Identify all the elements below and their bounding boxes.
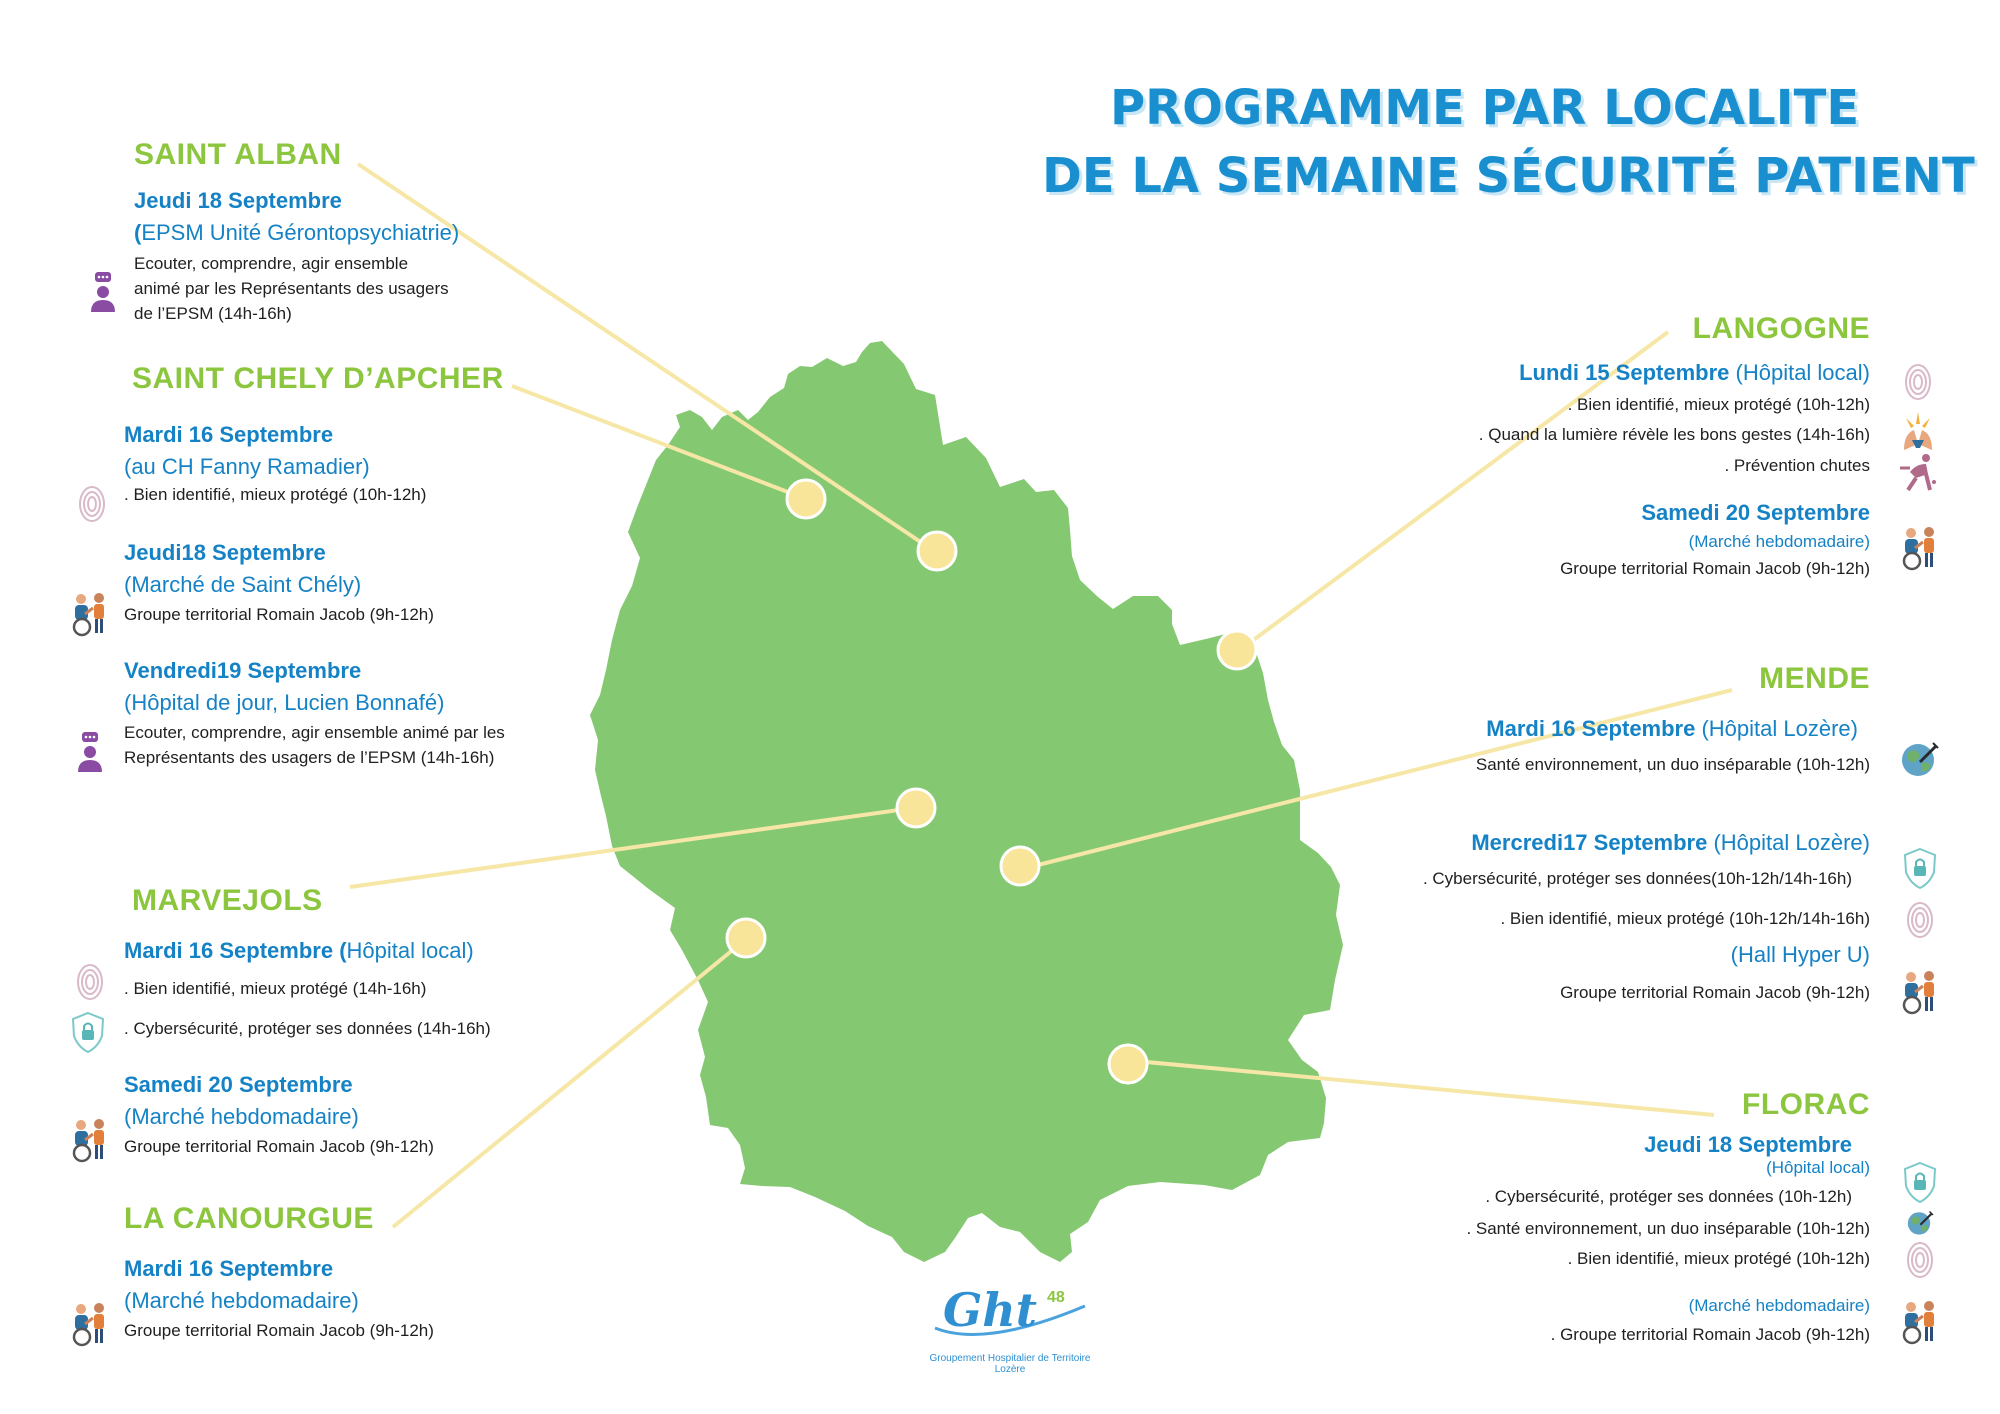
event-place: (EPSM Unité Gérontopsychiatrie) — [134, 220, 460, 245]
town-marvejols: MARVEJOLS — [132, 884, 323, 917]
logo-line-1: Groupement Hospitalier de Territoire — [929, 1353, 1091, 1364]
earth-syringe-icon — [1908, 1212, 1933, 1235]
event-place: (Marché hebdomadaire) — [1688, 532, 1870, 551]
security-shield-icon — [1905, 849, 1935, 888]
event-text: Santé environnement, un duo inséparable (10h-12h) — [1475, 755, 1870, 774]
event-place: (Marché hebdomadaire) — [124, 1288, 359, 1313]
event-date: Jeudi 18 Septembre — [134, 188, 342, 213]
event-date: Mercredi17 Septembre (Hôpital Lozère) — [1471, 830, 1870, 855]
event-text: . Cybersécurité, protéger ses données (10h-12h) — [1485, 1187, 1852, 1206]
fingerprint-icon — [1906, 365, 1930, 399]
speech-bubble-person-icon — [78, 732, 102, 772]
wheelchair-couple-icon — [1904, 527, 1934, 569]
event-text: de l’EPSM (14h-16h) — [134, 304, 292, 323]
event-place: (Hall Hyper U) — [1730, 942, 1870, 967]
ght-logo-mark — [925, 1276, 1095, 1346]
fingerprint-icon — [78, 965, 102, 999]
event-text: animé par les Représentants des usagers — [134, 279, 449, 298]
event-text: Groupe territorial Romain Jacob (9h-12h) — [124, 1137, 434, 1156]
event-text: . Bien identifié, mieux protégé (10h-12h) — [1567, 1249, 1870, 1268]
event-text: . Santé environnement, un duo inséparable (10h-12h) — [1466, 1219, 1870, 1238]
event-date: Mardi 16 Septembre (Hôpital local) — [124, 938, 474, 963]
fingerprint-icon — [1908, 903, 1932, 937]
page-title-line-2: DE LA SEMAINE SÉCURITÉ PATIENT — [1042, 148, 1975, 204]
event-text: Groupe territorial Romain Jacob (9h-12h) — [1560, 983, 1870, 1002]
event-place: (Marché hebdomadaire) — [1688, 1296, 1870, 1315]
event-text: Représentants des usagers de l’EPSM (14h-16h) — [124, 748, 495, 767]
town-mende: MENDE — [1759, 662, 1870, 695]
marker-mende — [1001, 847, 1039, 885]
event-text: . Bien identifié, mieux protégé (10h-12h) — [1567, 395, 1870, 414]
event-text: . Quand la lumière révèle les bons gestes (14h-16h) — [1478, 425, 1870, 444]
event-text: . Prévention chutes — [1724, 456, 1870, 475]
event-date: Jeudi 18 Septembre — [1644, 1132, 1852, 1157]
event-date: Mardi 16 Septembre — [124, 1256, 334, 1281]
hands-light-icon — [1904, 412, 1932, 450]
wheelchair-couple-icon — [1904, 971, 1934, 1013]
event-date: Vendredi19 Septembre — [124, 658, 362, 683]
marker-saint-chely — [787, 480, 825, 518]
event-text: . Bien identifié, mieux protégé (10h-12h) — [124, 485, 427, 504]
page-title-line-1: PROGRAMME PAR LOCALITE — [1110, 80, 1860, 136]
logo-line-2: Lozère — [994, 1364, 1026, 1375]
event-place: (Hôpital local) — [1766, 1158, 1870, 1177]
wheelchair-couple-icon — [1904, 1301, 1934, 1343]
wheelchair-couple-icon — [74, 593, 104, 635]
event-date: Jeudi18 Septembre — [124, 540, 326, 565]
wheelchair-couple-icon — [74, 1303, 104, 1345]
event-date: Mardi 16 Septembre (Hôpital Lozère) — [1486, 716, 1858, 741]
event-place: (au CH Fanny Ramadier) — [124, 454, 370, 479]
event-date: Lundi 15 Septembre (Hôpital local) — [1519, 360, 1870, 385]
fingerprint-icon — [80, 487, 104, 521]
event-text: . Cybersécurité, protéger ses données (14h-16h) — [124, 1019, 491, 1038]
event-text: Ecouter, comprendre, agir ensemble — [134, 254, 409, 273]
event-place: (Hôpital de jour, Lucien Bonnafé) — [124, 690, 445, 715]
marker-marvejols — [897, 789, 935, 827]
department-shape — [590, 341, 1343, 1262]
security-shield-icon — [1905, 1163, 1935, 1202]
town-saint-alban: SAINT ALBAN — [134, 138, 342, 171]
security-shield-icon — [73, 1013, 103, 1052]
wheelchair-couple-icon — [74, 1119, 104, 1161]
marker-la-canourgue — [727, 919, 765, 957]
event-text: . Cybersécurité, protéger ses données(10h-12h/14h-16h) — [1422, 869, 1852, 888]
event-text: Groupe territorial Romain Jacob (9h-12h) — [124, 605, 434, 624]
marker-langogne — [1218, 631, 1256, 669]
logo-number: 48 — [1047, 1289, 1065, 1306]
earth-syringe-icon — [1902, 743, 1938, 776]
town-florac: FLORAC — [1742, 1088, 1870, 1121]
event-place: (Marché hebdomadaire) — [124, 1104, 359, 1129]
town-langogne: LANGOGNE — [1692, 312, 1870, 345]
town-saint-chely: SAINT CHELY D’APCHER — [132, 362, 504, 395]
event-text: Ecouter, comprendre, agir ensemble animé par les — [124, 723, 505, 742]
event-text: . Bien identifié, mieux protégé (10h-12h/14h-16h) — [1500, 909, 1870, 928]
event-date: Samedi 20 Septembre — [1641, 500, 1870, 525]
speech-bubble-person-icon — [91, 272, 115, 312]
event-date: Samedi 20 Septembre — [124, 1072, 353, 1097]
marker-florac — [1109, 1045, 1147, 1083]
event-text: . Bien identifié, mieux protégé (14h-16h) — [124, 979, 427, 998]
fall-prevention-icon — [1900, 454, 1936, 490]
fingerprint-icon — [1908, 1243, 1932, 1277]
event-text: . Groupe territorial Romain Jacob (9h-12h) — [1550, 1325, 1870, 1344]
event-place: (Marché de Saint Chély) — [124, 572, 362, 597]
logo-mark-text: Ght — [943, 1283, 1037, 1337]
town-la-canourgue: LA CANOURGUE — [124, 1202, 374, 1235]
event-text: Groupe territorial Romain Jacob (9h-12h) — [124, 1321, 434, 1340]
event-text: Groupe territorial Romain Jacob (9h-12h) — [1560, 559, 1870, 578]
marker-saint-alban — [918, 532, 956, 570]
ght48-logo — [925, 1276, 1095, 1386]
event-date: Mardi 16 Septembre — [124, 422, 334, 447]
